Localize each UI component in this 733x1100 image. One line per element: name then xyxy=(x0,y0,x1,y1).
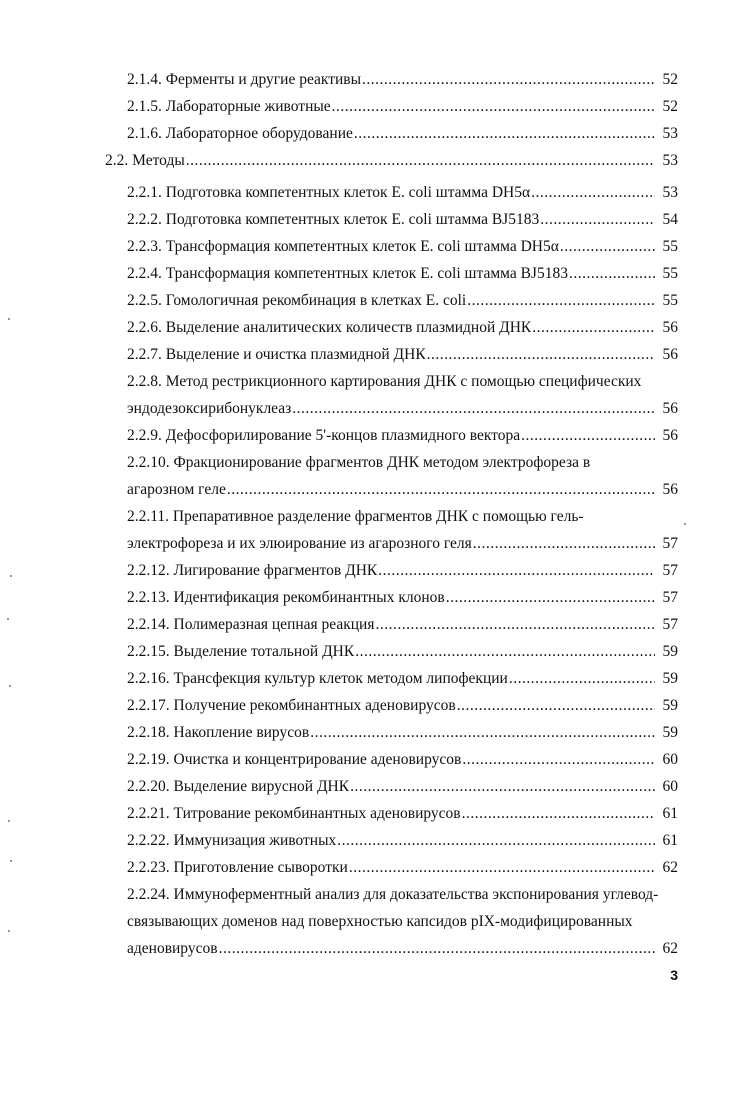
page-number: 3 xyxy=(670,967,678,983)
toc-entry-title: 2.2.16. Трансфекция культур клеток методом липофекции xyxy=(127,670,508,687)
toc-entry-page: 57 xyxy=(662,616,678,633)
toc-entry-continuation: агарозном геле xyxy=(127,481,226,498)
toc-entry-page: 56 xyxy=(662,427,678,444)
toc-leader-dots xyxy=(569,262,655,286)
toc-entry[interactable] xyxy=(127,424,678,448)
toc-entry[interactable] xyxy=(127,289,678,313)
toc-leader-dots xyxy=(462,802,655,826)
toc-entry-title: 2.2.6. Выделение аналитических количеств плазмидной ДНК xyxy=(127,319,532,336)
toc-entry-page: 53 xyxy=(662,184,678,201)
toc-leader-dots xyxy=(332,95,655,119)
toc-leader-dots xyxy=(376,613,656,637)
toc-section-entry[interactable] xyxy=(105,149,678,173)
toc-entry[interactable] xyxy=(127,802,678,826)
toc-entry-title: 2.2.4. Трансформация компетентных клеток E. coli штамма BJ5183 xyxy=(127,265,568,282)
toc-entry-title: 2.2.20. Выделение вирусной ДНК xyxy=(127,778,350,795)
toc-entry[interactable] xyxy=(127,937,678,961)
toc-entry[interactable] xyxy=(127,694,678,718)
toc-leader-dots xyxy=(337,829,655,853)
toc-leader-dots xyxy=(473,532,655,556)
toc-entry-continuation: связывающих доменов над поверхностью капсидов pIX-модифицированных xyxy=(127,913,633,930)
toc-entry-page: 55 xyxy=(662,292,678,309)
toc-entry[interactable] xyxy=(127,532,678,556)
toc-entry-title: 2.2.21. Титрование рекомбинантных аденовирусов xyxy=(127,805,461,822)
toc-entry-title: 2.2.5. Гомологичная рекомбинация в клетках E. coli xyxy=(127,292,467,309)
toc-leader-dots xyxy=(186,149,655,173)
toc-entry-page: 59 xyxy=(662,643,678,660)
toc-entry-page: 62 xyxy=(662,940,678,957)
toc-entry-page: 60 xyxy=(662,751,678,768)
toc-leader-dots xyxy=(354,122,655,146)
toc-entry[interactable] xyxy=(127,559,678,583)
toc-entry-page: 52 xyxy=(662,98,678,115)
toc-entry-page: 60 xyxy=(662,778,678,795)
toc-entry[interactable] xyxy=(127,829,678,853)
toc-entry-title: 2.1.5. Лабораторные животные xyxy=(127,98,331,115)
toc-entry-title: 2.2. Методы xyxy=(105,152,185,169)
toc-leader-dots xyxy=(532,316,655,340)
scan-speck xyxy=(8,930,10,932)
toc-entry-page: 61 xyxy=(662,832,678,849)
toc-entry-page: 62 xyxy=(662,859,678,876)
scan-speck xyxy=(9,685,11,687)
toc-leader-dots xyxy=(349,856,655,880)
toc-entry-title: 2.2.2. Подготовка компетентных клеток E. coli штамма BJ5183 xyxy=(127,211,540,228)
toc-entry-title: 2.2.9. Дефосфорилирование 5'-концов плазмидного вектора xyxy=(127,427,521,444)
toc-entry[interactable] xyxy=(127,262,678,286)
toc-entry-title[interactable]: 2.2.8. Метод рестрикционного картирования ДНК с помощью специфических xyxy=(127,373,642,390)
toc-entry[interactable] xyxy=(127,748,678,772)
toc-entry-page: 59 xyxy=(662,670,678,687)
toc-entry-title: 2.2.13. Идентификация рекомбинантных клонов xyxy=(127,589,445,606)
toc-entry-page: 54 xyxy=(662,211,678,228)
toc-entry-page: 59 xyxy=(662,697,678,714)
toc-entry-title: 2.2.14. Полимеразная цепная реакция xyxy=(127,616,375,633)
toc-entry-title: 2.2.12. Лигирование фрагментов ДНК xyxy=(127,562,378,579)
toc-entry[interactable] xyxy=(127,181,678,205)
toc-entry-page: 52 xyxy=(662,71,678,88)
toc-leader-dots xyxy=(521,424,655,448)
toc-entry[interactable] xyxy=(127,316,678,340)
toc-leader-dots xyxy=(355,640,655,664)
toc-leader-dots xyxy=(362,68,655,92)
toc-leader-dots xyxy=(446,586,655,610)
toc-entry-title: 2.2.3. Трансформация компетентных клеток E. coli штамма DH5α xyxy=(127,238,559,255)
toc-entry-title: 2.2.1. Подготовка компетентных клеток E. coli штамма DH5α xyxy=(127,184,531,201)
toc-entry[interactable] xyxy=(127,235,678,259)
toc-entry-page: 56 xyxy=(662,346,678,363)
toc-entry-title: 2.1.6. Лабораторное оборудование xyxy=(127,125,353,142)
toc-entry-page: 55 xyxy=(662,238,678,255)
toc-entry-page: 57 xyxy=(662,535,678,552)
toc-entry-page: 56 xyxy=(662,319,678,336)
toc-entry-title: 2.2.7. Выделение и очистка плазмидной ДНК xyxy=(127,346,426,363)
scan-speck xyxy=(10,860,12,862)
toc-entry-page: 59 xyxy=(662,724,678,741)
toc-entry-title: 2.2.18. Накопление вирусов xyxy=(127,724,310,741)
toc-leader-dots xyxy=(219,937,655,961)
toc-entry[interactable] xyxy=(127,856,678,880)
toc-leader-dots xyxy=(531,181,655,205)
toc-entry-title: 2.2.17. Получение рекомбинантных аденовирусов xyxy=(127,697,456,714)
toc-leader-dots xyxy=(310,721,655,745)
toc-entry[interactable] xyxy=(127,343,678,367)
toc-entry[interactable] xyxy=(127,721,678,745)
toc-entry[interactable] xyxy=(127,667,678,691)
toc-entry[interactable] xyxy=(127,586,678,610)
toc-entry-title[interactable]: 2.2.24. Иммуноферментный анализ для доказательства экспонирования углевод- xyxy=(127,886,659,903)
scan-speck xyxy=(684,523,686,525)
toc-leader-dots xyxy=(292,397,655,421)
toc-entry[interactable] xyxy=(127,397,678,421)
toc-entry-continuation: электрофореза и их элюирование из агарозного геля xyxy=(127,535,472,552)
toc-entry-continuation: эндодезоксирибонуклеаз xyxy=(127,400,292,417)
toc-leader-dots xyxy=(350,775,655,799)
toc-entry[interactable] xyxy=(127,478,678,502)
toc-entry[interactable] xyxy=(127,95,678,119)
toc-entry-continuation: аденовирусов xyxy=(127,940,218,957)
toc-leader-dots xyxy=(467,289,655,313)
scan-speck xyxy=(10,575,12,577)
scan-speck xyxy=(8,820,10,822)
toc-leader-dots xyxy=(560,235,655,259)
toc-entry[interactable] xyxy=(127,68,678,92)
toc-entry-page: 57 xyxy=(662,562,678,579)
toc-entry[interactable] xyxy=(127,208,678,232)
toc-leader-dots xyxy=(227,478,655,502)
toc-entry-title: 2.2.19. Очистка и концентрирование аденовирусов xyxy=(127,751,462,768)
toc-entry-page: 53 xyxy=(662,125,678,142)
toc-entry[interactable] xyxy=(127,775,678,799)
toc-leader-dots xyxy=(462,748,655,772)
toc-entry-page: 55 xyxy=(662,265,678,282)
toc-entry-page: 57 xyxy=(662,589,678,606)
toc-entry-page: 61 xyxy=(662,805,678,822)
toc-entry-title: 2.1.4. Ферменты и другие реактивы xyxy=(127,71,362,88)
toc-leader-dots xyxy=(427,343,655,367)
toc-entry-title: 2.2.15. Выделение тотальной ДНК xyxy=(127,643,355,660)
toc-leader-dots xyxy=(509,667,655,691)
toc-entry[interactable] xyxy=(127,640,678,664)
toc-entry-title[interactable]: 2.2.10. Фракционирование фрагментов ДНК методом электрофореза в xyxy=(127,454,591,471)
toc-entry-page: 56 xyxy=(662,400,678,417)
toc-entry-title: 2.2.23. Приготовление сыворотки xyxy=(127,859,348,876)
toc-entry-title[interactable]: 2.2.11. Препаративное разделение фрагментов ДНК с помощью гель- xyxy=(127,508,584,525)
scan-speck xyxy=(7,618,9,620)
scan-speck xyxy=(8,318,10,320)
toc-entry[interactable] xyxy=(127,122,678,146)
toc-leader-dots xyxy=(457,694,655,718)
toc-entry-page: 56 xyxy=(662,481,678,498)
toc-leader-dots xyxy=(378,559,655,583)
toc-entry-page: 53 xyxy=(662,152,678,169)
toc-entry-title: 2.2.22. Иммунизация животных xyxy=(127,832,337,849)
toc-leader-dots xyxy=(540,208,655,232)
toc-entry[interactable] xyxy=(127,613,678,637)
